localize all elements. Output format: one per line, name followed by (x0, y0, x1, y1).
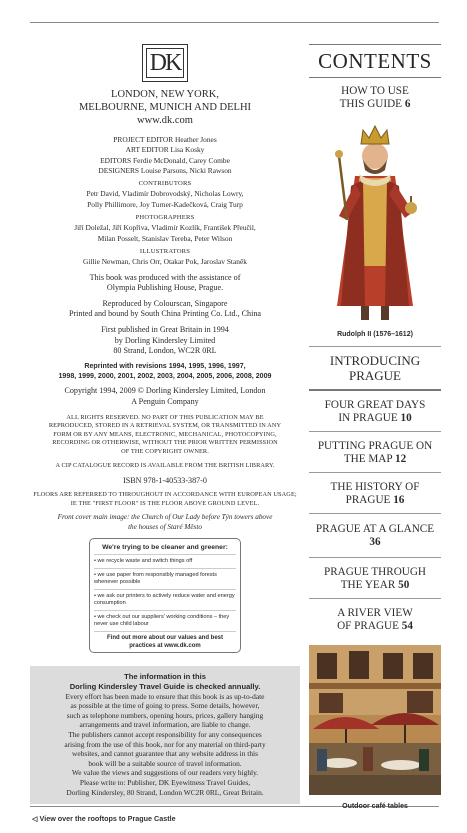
toc-entry-four-great-days[interactable]: FOUR GREAT DAYS IN PRAGUE 10 (324, 399, 426, 424)
arrow-left-icon: ◁ (32, 814, 38, 823)
contents-column (309, 44, 441, 810)
floors-note: FLOORS ARE REFERRED TO THROUGHOUT IN ACCORDANCE WITH EUROPEAN USAGE; IE THE "FIRST FLOOR" IS THE FLOOR ABOVE GROUND LEVEL. (33, 491, 297, 507)
toc-entry-putting-prague-on-map[interactable]: PUTTING PRAGUE ON THE MAP 12 (317, 440, 433, 465)
cafe-caption: Outdoor café tables (342, 803, 408, 810)
publisher-cities: LONDON, NEW YORK, MELBOURNE, MUNICH AND DELHI www.dk.com (30, 88, 300, 127)
toc-entry-at-a-glance[interactable]: PRAGUE AT A GLANCE 36 (315, 523, 435, 548)
imprint-column (30, 44, 300, 653)
info-body: Every effort has been made to ensure that this book is as up-to-date as possible at the time of going to press. Some details, however, such as telephone numbers, opening hours, prices, gallery hanging arrangements and travel information, are liable to change. The publishers cannot accept responsibility for any consequences arising from the use of this book, nor for any material on third-party websites, and cannot guarantee that any website address in this book will be a suitable source of travel information. We value the views and suggestions of our readers very highly. Please write to: Publisher, DK Eyewitness Travel Guides, Dorling Kindersley, 80 Strand, London WC2R 0RL, Great Britain. (64, 691, 266, 797)
cafe-tables-image (309, 645, 441, 795)
rudolph-portrait-image (325, 116, 425, 324)
toc-entry-through-the-year[interactable]: PRAGUE THROUGH THE YEAR 50 (323, 566, 427, 591)
photo-caption-footer: ◁ View over the rooftops to Prague Castle (32, 814, 176, 823)
credits-block: PROJECT EDITOR Heather Jones ART EDITOR Lisa Kosky EDITORS Ferdie McDonald, Carey Combe DESIGNERS Louise Parsons, Nicki Rawson CONTRIBUTORS Petr David, Vladimír Dobrovodský, Nicholas Lowry, Polly Phillimore, Joy Turner-Kadečková, Craig Turp PHOTOGRAPHERS Jiří Doležal, Jiří Kopřiva, Vladimír Kozlík, František Přeučil, Milan Posselt, Stanislav Tereba, Peter Wilson ILLUSTRATORS Gillie Newman, Chris Orr, Otakar Pok, Jaroslav Staněk (74, 135, 256, 267)
toc-entry-introducing-prague[interactable]: INTRODUCING PRAGUE (329, 353, 421, 383)
website-link[interactable]: www.dk.com (137, 115, 193, 126)
toc-entry-river-view[interactable]: A RIVER VIEW OF PRAGUE 54 (337, 607, 413, 632)
toc-entry-how-to-use[interactable]: HOW TO USE THIS GUIDE 6 (339, 85, 411, 110)
rudolph-caption: Rudolph II (1576–1612) (337, 331, 413, 338)
assistance-note: This book was produced with the assistance of Olympia Publishing House, Prague. (89, 272, 241, 293)
green-policy-box: We're trying to be cleaner and greener: • we recycle waste and switch things off • we use paper from responsibly managed forests whenever possible • we ask our printers to actively reduce water and energy consumption • we check out our suppliers' working conditions – they never use child labour Find out more about our values and best practices at www.dk.com (89, 538, 241, 653)
toc-entry-history[interactable]: THE HISTORY OF PRAGUE 16 (330, 481, 420, 506)
isbn: ISBN 978-1-40533-387-0 (123, 475, 207, 485)
cover-caption: Front cover main image: the Church of Our Lady before Týn towers above the houses of Staré Město (57, 513, 273, 531)
info-heading: The information in this Dorling Kindersley Travel Guide is checked annually. (69, 672, 261, 691)
reprint-history: Reprinted with revisions 1994, 1995, 1996, 1997, 1998, 1999, 2000, 2001, 2002, 2003, 2004, 2005, 2006, 2008, 2009 (58, 361, 272, 380)
copyright-notice: Copyright 1994, 2009 © Dorling Kindersley Limited, London A Penguin Company (64, 386, 266, 406)
top-rule (30, 22, 439, 23)
rights-notice: ALL RIGHTS RESERVED. NO PART OF THIS PUBLICATION MAY BE REPRODUCED, STORED IN A RETRIEVAL SYSTEM, OR TRANSMITTED IN ANY FORM OR BY ANY MEANS, ELECTRONIC, MECHANICAL, PHOTOCOPYING, RECORDING OR OTHERWISE, WITHOUT THE PRIOR WRITTEN PERMISSION OF THE COPYRIGHT OWNER. (48, 413, 282, 455)
cafe-photo (309, 645, 441, 800)
contents-title: CONTENTS (309, 44, 441, 78)
first-published: First published in Great Britain in 1994 by Dorling Kindersley Limited 80 Strand, London, WC2R 0RL (101, 324, 229, 356)
rudolph-illustration (309, 116, 441, 329)
info-box (30, 666, 300, 804)
cip-notice: A CIP CATALOGUE RECORD IS AVAILABLE FROM THE BRITISH LIBRARY. (55, 462, 275, 469)
dk-logo: DK (142, 44, 188, 82)
repro-note: Reproduced by Colourscan, Singapore Printed and bound by South China Printing Co. Ltd., China (68, 298, 261, 319)
